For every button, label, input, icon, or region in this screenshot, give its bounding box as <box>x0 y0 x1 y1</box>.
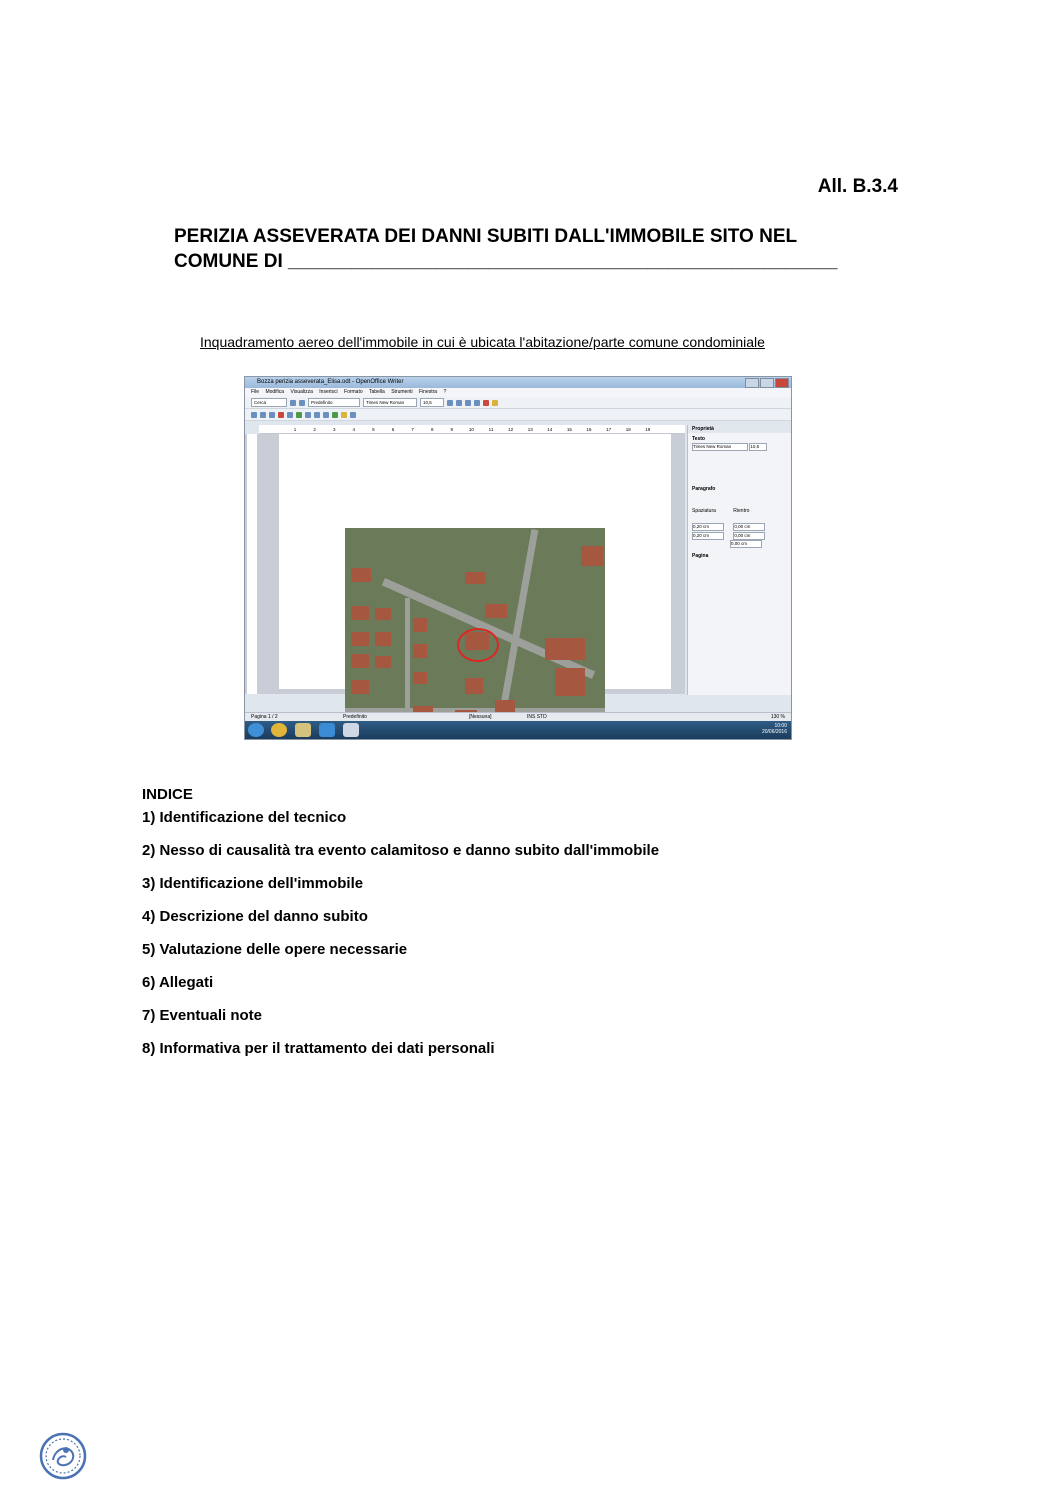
spellcheck-icon <box>296 412 302 418</box>
building <box>351 654 369 668</box>
search-box: Cerca <box>251 398 287 407</box>
save-icon <box>269 412 275 418</box>
align-center-icon <box>474 400 480 406</box>
close-icon <box>775 378 789 388</box>
spacing-label: Spaziatura <box>692 508 716 515</box>
spacing-below-field: 0,20 cm <box>692 532 724 540</box>
menu-item-strumenti: Strumenti <box>391 389 413 395</box>
building <box>351 632 369 646</box>
index-item: 2) Nesso di causalità tra evento calamitoso e danno subito dall'immobile <box>142 842 660 859</box>
index-item: 7) Eventuali note <box>142 1007 263 1024</box>
window-title: Bozza perizia asseverata_Elisa.odt - OpenOffice Writer <box>257 379 404 385</box>
maximize-icon <box>760 378 774 388</box>
highlight-icon <box>492 400 498 406</box>
ruler-mark: 5 <box>372 427 375 432</box>
open-icon <box>260 412 266 418</box>
section-paragraph-label: Paragrafo <box>692 486 716 493</box>
start-icon <box>248 723 264 737</box>
horizontal-ruler <box>259 425 685 434</box>
help-icon <box>350 412 356 418</box>
building <box>351 680 369 694</box>
format-toolbar <box>245 397 791 409</box>
document-title <box>174 224 874 274</box>
ruler-mark: 16 <box>586 427 592 432</box>
ruler-mark: 15 <box>566 427 572 432</box>
ruler-mark: 14 <box>547 427 553 432</box>
status-page: Pagina 1 / 2 <box>251 714 278 720</box>
index-item: 3) Identificazione dell'immobile <box>142 875 364 892</box>
menu-item-tabella: Tabella <box>368 389 385 395</box>
aerial-photo <box>345 528 605 740</box>
ruler-mark: 19 <box>645 427 651 432</box>
menu-bar <box>245 388 791 397</box>
embedded-screenshot <box>244 376 792 740</box>
italic-icon <box>456 400 462 406</box>
index-item: 8) Informativa per il trattamento dei dati personali <box>142 1040 495 1057</box>
location-marker-circle <box>457 628 499 662</box>
font-color-icon <box>483 400 489 406</box>
building <box>375 608 391 620</box>
menu-item-finestra: Finestra <box>419 389 438 395</box>
indent-before-field: 0,00 cm <box>733 523 765 531</box>
index-heading: INDICE <box>142 786 193 803</box>
bold-icon <box>447 400 453 406</box>
chrome-icon <box>271 723 287 737</box>
size-select: 10,5 <box>420 398 444 407</box>
status-language: [Nessuna] <box>469 714 492 720</box>
index-item: 5) Valutazione delle opere necessarie <box>142 941 408 958</box>
ruler-mark: 8 <box>430 427 434 432</box>
sidebar-section-text <box>688 433 792 453</box>
allegato-label: All. B.3.4 <box>817 176 898 197</box>
ruler-mark: 10 <box>468 427 474 432</box>
sidebar-section-paragraph <box>688 483 792 550</box>
sidebar-size-select: 10,5 <box>749 443 767 451</box>
vertical-ruler <box>247 434 257 694</box>
spacing-above-field: 0,20 cm <box>692 523 724 531</box>
building <box>413 618 427 632</box>
menu-item-visualizza: Visualizza <box>290 389 313 395</box>
new-doc-icon <box>251 412 257 418</box>
clock-time: 10:00 <box>774 723 787 729</box>
building <box>555 668 585 696</box>
sidebar-font-select: Times New Roman <box>692 443 748 451</box>
index-item: 6) Allegati <box>142 974 214 991</box>
menu-item-file: File <box>251 389 260 395</box>
properties-sidebar <box>687 425 792 695</box>
font-select: Times New Roman <box>363 398 417 407</box>
title-line-2: COMUNE DI ____________________________________________________ <box>174 251 838 272</box>
title-line-1: PERIZIA ASSEVERATA DEI DANNI SUBITI DALL'IMMOBILE SITO NEL <box>174 226 798 247</box>
building <box>465 572 485 584</box>
window-titlebar <box>245 377 791 388</box>
document-workarea <box>245 434 685 694</box>
indent-first-line-field: 0,00 cm <box>730 540 762 548</box>
ruler-mark: 3 <box>332 427 336 432</box>
ie-icon <box>319 723 335 737</box>
figure-caption: Inquadramento aereo dell'immobile in cui è ubicata l'abitazione/parte comune condominiale <box>200 334 765 350</box>
building <box>375 656 391 668</box>
paste-icon <box>323 412 329 418</box>
building <box>485 604 507 618</box>
ruler-mark: 18 <box>625 427 631 432</box>
building <box>375 632 391 646</box>
status-mode: INS STD <box>527 714 547 720</box>
print-icon <box>287 412 293 418</box>
ruler-mark: 7 <box>411 427 414 432</box>
ruler-mark: 1 <box>293 427 297 432</box>
minimize-icon <box>745 378 759 388</box>
explorer-icon <box>295 723 311 737</box>
ruler-mark: 11 <box>488 427 494 432</box>
sidebar-title: Proprietà <box>688 425 792 433</box>
building <box>351 606 369 620</box>
status-style: Predefinito <box>343 714 367 720</box>
menu-item-inserisci: Inserisci <box>319 389 338 395</box>
ruler-mark: 13 <box>527 427 533 432</box>
building <box>351 568 371 582</box>
building <box>413 672 427 684</box>
search-up-icon <box>299 400 305 406</box>
menu-item-modifica: Modifica <box>265 389 285 395</box>
cut-icon <box>305 412 311 418</box>
navigator-icon <box>332 412 338 418</box>
writer-task-icon <box>343 723 359 737</box>
index-item: 1) Identificazione del tecnico <box>142 809 347 826</box>
gallery-icon <box>341 412 347 418</box>
status-zoom: 130 % <box>770 714 785 720</box>
menu-item-help: ? <box>443 389 447 395</box>
ruler-mark: 17 <box>606 427 612 432</box>
standard-toolbar <box>245 409 791 421</box>
menu-item-formato: Formato <box>344 389 363 395</box>
copy-icon <box>314 412 320 418</box>
pdf-icon <box>278 412 284 418</box>
ruler-mark: 9 <box>450 427 454 432</box>
section-text-label: Testo <box>692 436 705 442</box>
region-logo-icon <box>39 1432 87 1480</box>
index-list <box>142 808 659 1072</box>
windows-taskbar <box>245 721 791 739</box>
building <box>581 546 603 566</box>
ruler-mark: 4 <box>352 427 356 432</box>
indent-after-field: 0,00 cm <box>733 532 765 540</box>
indent-label: Rientro <box>733 508 750 515</box>
ruler-mark: 12 <box>508 427 514 432</box>
section-page-label: Pagina <box>692 553 709 560</box>
sidebar-section-page <box>688 550 792 562</box>
ruler-mark: 6 <box>391 427 395 432</box>
ruler-mark: 2 <box>313 427 316 432</box>
building <box>545 638 585 660</box>
building <box>465 678 483 694</box>
align-left-icon <box>465 400 471 406</box>
building <box>413 644 427 658</box>
index-item: 4) Descrizione del danno subito <box>142 908 368 925</box>
style-select: Predefinito <box>308 398 360 407</box>
clock-date: 20/06/2016 <box>761 729 787 735</box>
search-down-icon <box>290 400 296 406</box>
